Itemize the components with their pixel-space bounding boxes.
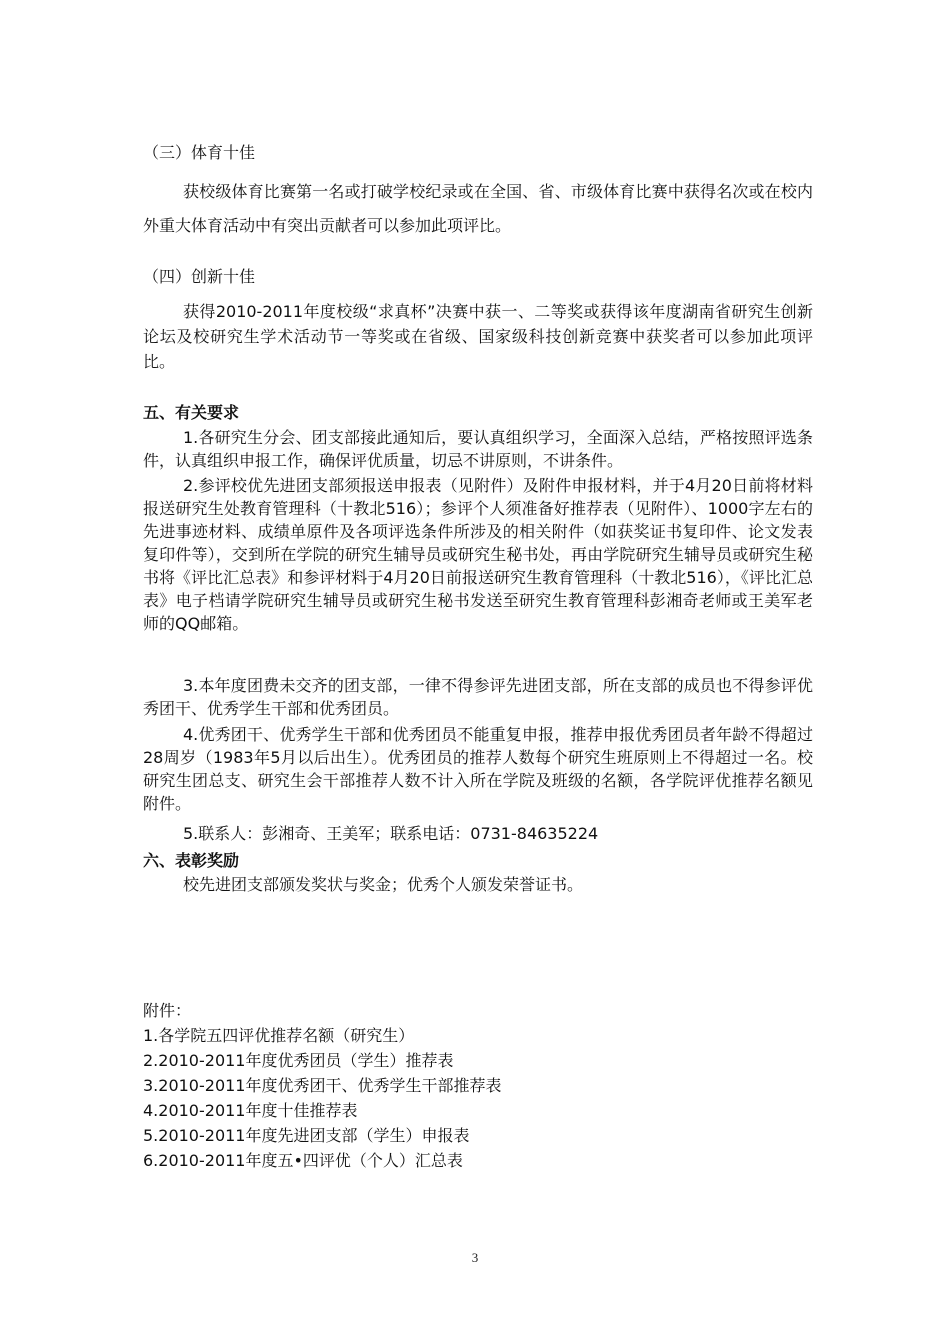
attachment-item: 1.各学院五四评优推荐名额（研究生）	[143, 1026, 415, 1045]
section-innovation-title: （四）创新十佳	[143, 267, 256, 286]
attachments-label: 附件：	[143, 1001, 192, 1020]
requirement-item-1: 1.各研究生分会、团支部接此通知后，要认真组织学习，全面深入总结，严格按照评选条件，认真组织申报工作，确保评优质量，切忌不讲原则，不讲条件。	[143, 428, 813, 470]
attachment-item: 2.2010-2011年度优秀团员（学生）推荐表	[143, 1051, 454, 1070]
requirement-item-2: 2.参评校优先进团支部须报送申报表（见附件）及附件申报材料，并于4月20日前将材料报送研究生处教育管理科（十教北516）；参评个人须准备好推荐表（见附件）、1000字左右的先进事迹材料、成绩单原件及各项评选条件所涉及的相关附件（如获奖证书复印件、论文发表复印件等），交到所在学院的研究生辅导员或研究生秘书处，再由学院研究生辅导员或研究生秘书将《评比汇总表》和参评材料于4月20日前报送研究生教育管理科（十教北516），《评比汇总表》电子档请学院研究生辅导员或研究生秘书发送至研究生教育管理科彭湘奇老师或王美军老师的QQ邮箱。	[143, 476, 813, 633]
requirement-item-4: 4.优秀团干、优秀学生干部和优秀团员不能重复申报，推荐申报优秀团员者年龄不得超过28周岁（1983年5月以后出生）。优秀团员的推荐人数每个研究生班原则上不得超过一名。校研究生团总支、研究生会干部推荐人数不计入所在学院及班级的名额，各学院评优推荐名额见附件。	[143, 725, 813, 813]
section-requirements-title: 五、有关要求	[143, 403, 240, 422]
section-awards-body: 校先进团支部颁发奖状与奖金；优秀个人颁发荣誉证书。	[183, 875, 584, 894]
requirement-item-5: 5.联系人：彭湘奇、王美军；联系电话：0731-84635224	[183, 824, 599, 843]
page-number: 3	[471, 1250, 479, 1265]
requirement-item-3: 3.本年度团费未交齐的团支部，一律不得参评先进团支部，所在支部的成员也不得参评优秀团干、优秀学生干部和优秀团员。	[143, 676, 813, 718]
section-sports-title: （三）体育十佳	[143, 143, 256, 162]
attachment-item: 4.2010-2011年度十佳推荐表	[143, 1101, 358, 1120]
section-awards-title: 六、表彰奖励	[143, 851, 240, 870]
section-innovation-body: 获得2010-2011年度校级“求真杯”决赛中获一、二等奖或获得该年度湖南省研究生创新论坛及校研究生学术活动节一等奖或在省级、国家级科技创新竞赛中获奖者可以参加此项评比。	[143, 302, 813, 371]
section-sports-body: 获校级体育比赛第一名或打破学校纪录或在全国、省、市级体育比赛中获得名次或在校内外重大体育活动中有突出贡献者可以参加此项评比。	[143, 182, 813, 235]
attachment-item: 5.2010-2011年度先进团支部（学生）申报表	[143, 1126, 470, 1145]
attachment-item: 3.2010-2011年度优秀团干、优秀学生干部推荐表	[143, 1076, 502, 1095]
attachment-item: 6.2010-2011年度五•四评优（个人）汇总表	[143, 1151, 463, 1170]
